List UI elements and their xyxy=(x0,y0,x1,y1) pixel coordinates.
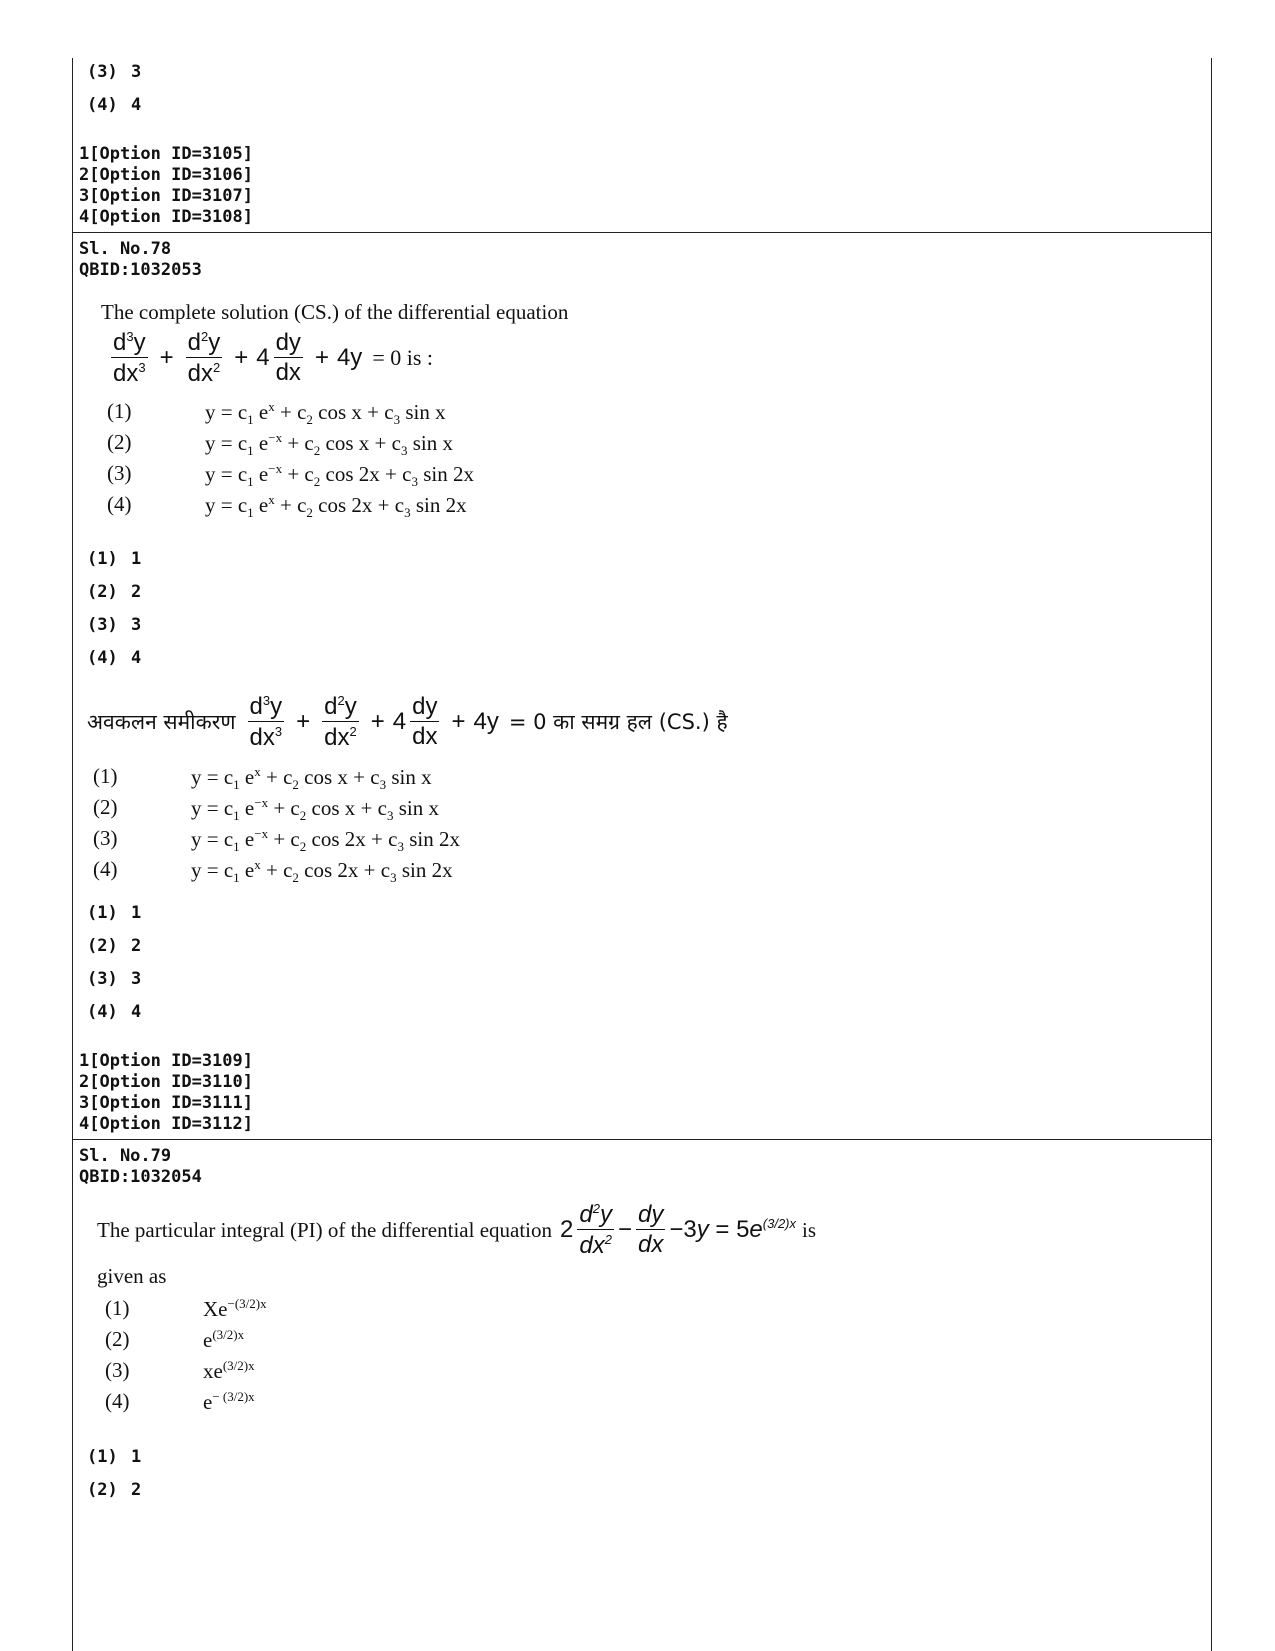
differential-equation: $\frac{d^3y}{dx^3}$ + $\frac{d^2y}{dx^2}$ + 4 $\frac{dy}{dx}$ + 4y = 0 is : xyxy=(113,329,434,387)
serial-number: Sl. No.78 xyxy=(79,239,172,259)
question-text-continued: given as xyxy=(97,1264,167,1288)
answer-option: (4) 4 xyxy=(87,648,142,668)
answer-option: (1) 1 xyxy=(87,903,142,923)
differential-equation-hi: अवकलन समीकरण $\frac{d^3y}{dx^3}$ + $\frac{d^2y}{dx^2}$ + 4 $\frac{dy}{dx}$ + 4y = 0 का समग्र हल (CS.) है xyxy=(87,693,728,751)
question-text-en: The particular integral (PI) of the differential equation 2 $\frac{d^2y}{dx^2}$ − $\frac{dy}{dx}$ $-3y = 5e^{(3/2)x}$ is xyxy=(97,1201,817,1259)
divider xyxy=(73,232,1211,233)
answer-option: (4) 4 xyxy=(87,95,142,115)
answer-option: (1) 1 xyxy=(87,549,142,569)
qbid: QBID:1032054 xyxy=(79,1167,202,1187)
question-text-en: The complete solution (CS.) of the differential equation xyxy=(101,300,569,324)
divider xyxy=(73,1139,1211,1140)
question-paper-page xyxy=(72,58,1212,1651)
question-header xyxy=(79,239,202,281)
answer-option: (2) 2 xyxy=(87,1480,142,1500)
question-header xyxy=(79,1146,202,1188)
serial-number: Sl. No.79 xyxy=(79,1146,172,1166)
answer-option: (4) 4 xyxy=(87,1002,142,1022)
option-id-list: 1[Option ID=3109] 2[Option ID=3110] 3[Option ID=3111] 4[Option ID=3112] xyxy=(79,1051,253,1134)
solution-choices-en: (1) $y = c_1$ $e^x + c_2$ $\cos x + c_3$ sin x (2) $y = c_1$ $e^{-x} + c_2$ $\cos x + c_3$ sin x (3) $y = c_1$ $e^{-x} + c_2$ $\cos 2x + c_3$ sin 2x (4) $y = c_1$ $e^x + c_2$ $\cos 2x + c_3$ sin 2x xyxy=(107,399,474,521)
answer-option: (1) 1 xyxy=(87,1447,142,1467)
answer-option: (2) 2 xyxy=(87,936,142,956)
answer-option: (3) 3 xyxy=(87,62,142,82)
solution-choices-hi: (1) $y = c_1$ $e^x + c_2$ $\cos x + c_3$ sin x (2) $y = c_1$ $e^{-x} + c_2$ $\cos x + c_3$ sin x (3) $y = c_1$ $e^{-x} + c_2$ $\cos 2x + c_3$ sin 2x (4) $y = c_1$ $e^x + c_2$ $\cos 2x + c_3$ sin 2x xyxy=(93,764,460,886)
answer-option: (2) 2 xyxy=(87,582,142,602)
integral-choices: (1) $Xe^{-(3/2)x}$ (2) $e^{(3/2)x}$ (3) $xe^{(3/2)x}$ (4) $e^{- (3/2)x}$ xyxy=(105,1296,267,1414)
answer-option: (3) 3 xyxy=(87,969,142,989)
qbid: QBID:1032053 xyxy=(79,260,202,280)
answer-option: (3) 3 xyxy=(87,615,142,635)
option-id-list: 1[Option ID=3105] 2[Option ID=3106] 3[Option ID=3107] 4[Option ID=3108] xyxy=(79,144,253,227)
